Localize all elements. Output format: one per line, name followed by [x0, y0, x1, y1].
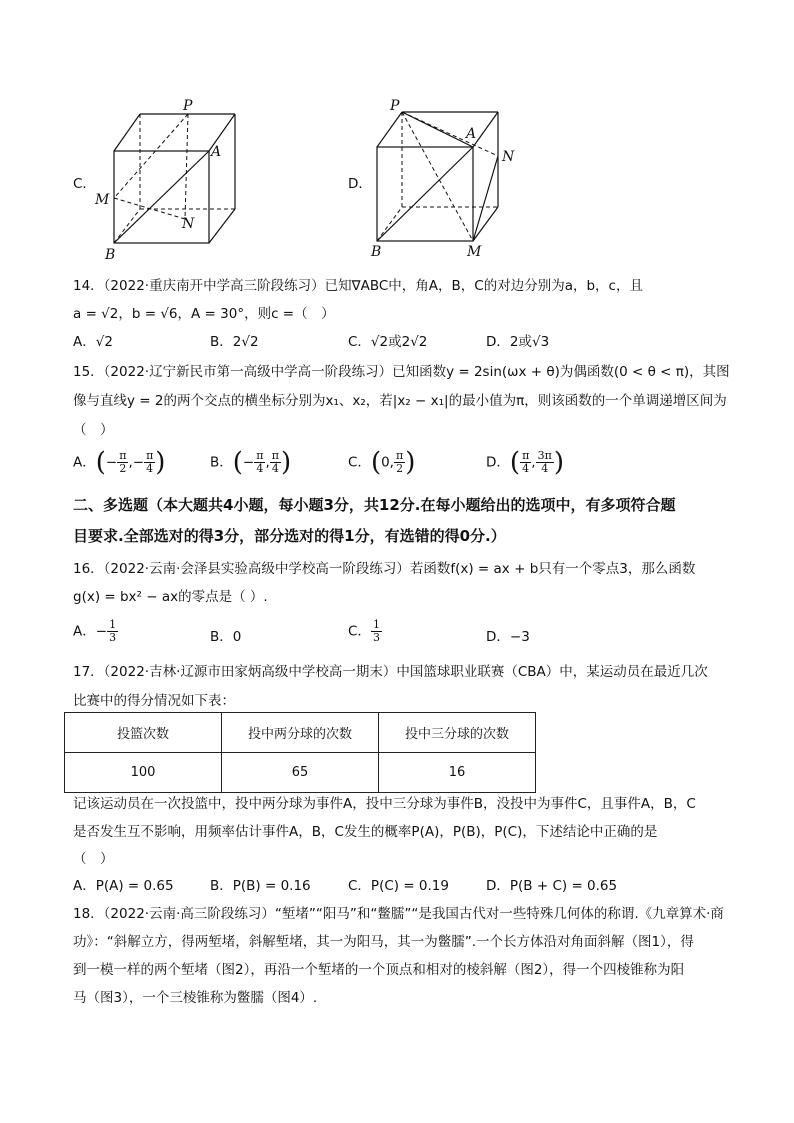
fig-c-label-b: B	[105, 247, 116, 263]
q16-option-d[interactable]: D．−3	[486, 629, 530, 645]
table-header-cell: 投篮次数	[65, 713, 222, 753]
q15-stem-line2: 像与直线y = 2的两个交点的横坐标分别为x₁、x₂，若|x₂ − x₁|的最小值为π，则该函数的一个单调递增区间为	[73, 393, 727, 409]
q17-stem-line3: 记该运动员在一次投篮中，投中两分球为事件A，投中三分球为事件B，没投中为事件C，且事件A，B，C	[73, 796, 696, 812]
q14-stem-line1: 14．（2022·重庆南开中学高三阶段练习）已知∇ABC中，角A，B，C的对边分别为a，b，c，且	[73, 278, 643, 294]
fig-d-label-m: M	[467, 244, 482, 260]
table-cell: 16	[379, 753, 536, 793]
q15-stem-line1: 15．（2022·辽宁新民市第一高级中学高一阶段练习）已知函数y = 2sin(ωx + θ)为偶函数(0 < θ < π)，其图	[73, 364, 730, 380]
table-cell: 65	[222, 753, 379, 793]
fig-c-label-a: A	[211, 144, 222, 160]
q14-option-c[interactable]: C．√2或2√2	[348, 334, 428, 350]
cube-figure-c	[92, 96, 252, 266]
section-2-heading-line1: 二、多选题（本大题共4小题，每小题3分，共12分.在每小题给出的选项中，有多项符合题	[73, 496, 676, 514]
table-header-cell: 投中三分球的次数	[379, 713, 536, 753]
table-cell: 100	[65, 753, 222, 793]
q16-option-b[interactable]: B．0	[210, 629, 242, 645]
fig-c-label-n: N	[182, 216, 195, 232]
q17-option-a[interactable]: A．P(A) = 0.65	[73, 878, 174, 894]
q14-stem-line2: a = √2，b = √6，A = 30°，则c =（ ）	[73, 306, 335, 322]
q18-stem-line4: 马（图3），一个三棱锥称为鳖臑（图4）.	[73, 990, 318, 1006]
q15-option-c-label: C．	[348, 454, 371, 471]
table-row	[65, 753, 536, 793]
q18-stem-line2: 功》：“斜解立方，得两堑堵，斜解堑堵，其一为阳马，其一为鳖臑”.一个长方体沿对角面斜解（图1），得	[73, 934, 694, 950]
q15-option-b[interactable]: B．(− $\frac{\pi}{4}$ , $\frac{\pi}{4}$ )	[210, 447, 292, 478]
q16-option-c[interactable]: C． $\frac{1}{3}$	[348, 618, 380, 644]
q17-stem-line5: （ ）	[73, 851, 114, 867]
q15-option-a[interactable]: A．(− $\frac{\pi}{2}$ ,− $\frac{\pi}{4}$ )	[73, 447, 166, 478]
q14-option-d[interactable]: D．2或√3	[486, 334, 550, 350]
q14-option-a[interactable]: A．√2	[73, 334, 113, 350]
q15-option-a-label: A．	[73, 454, 96, 471]
q17-option-c[interactable]: C．P(C) = 0.19	[348, 878, 449, 894]
q17-stem-line1: 17．（2022·吉林·辽源市田家炳高级中学校高一期末）中国篮球职业联赛（CBA）中，某运动员在最近几次	[73, 664, 708, 680]
table-header-row	[65, 713, 536, 753]
q15-option-d-label: D．	[486, 454, 510, 471]
q18-stem-line1: 18．（2022·云南·高三阶段练习）“堑堵”“阳马”和“鳖臑”“是我国古代对一些特殊几何体的称谓.《九章算术·商	[73, 906, 724, 922]
q17-stem-line2: 比赛中的得分情况如下表：	[73, 693, 235, 709]
fig-d-label-n: N	[502, 149, 515, 165]
q16-stem-line1: 16．（2022·云南·会泽县实验高级中学校高一阶段练习）若函数f(x) = ax + b只有一个零点3，那么函数	[73, 561, 696, 577]
q15-stem-line3: （ ）	[73, 422, 114, 438]
q15-option-c[interactable]: C．(0, $\frac{\pi}{2}$ )	[348, 447, 416, 478]
cube-figure-d	[365, 96, 535, 266]
q14-option-b[interactable]: B．2√2	[210, 334, 259, 350]
fig-c-label-p: P	[183, 98, 193, 114]
fig-d-label-p: P	[390, 98, 400, 114]
q17-option-d[interactable]: D．P(B + C) = 0.65	[486, 878, 618, 894]
fig-d-label-b: B	[371, 244, 382, 260]
section-2-heading-line2: 目要求.全部选对的得3分，部分选对的得1分，有选错的得0分.）	[73, 527, 506, 545]
q15-option-b-label: B．	[210, 454, 233, 471]
q13-option-d-label[interactable]: D．	[348, 176, 372, 192]
q18-stem-line3: 到一模一样的两个堑堵（图2），再沿一个堑堵的一个顶点和相对的棱斜解（图2），得一个四棱锥称为阳	[73, 962, 685, 978]
fig-c-label-m: M	[95, 192, 110, 208]
fig-d-label-a: A	[466, 126, 477, 142]
q17-stem-line4: 是否发生互不影响，用频率估计事件A，B，C发生的概率P(A)，P(B)，P(C)，下述结论中正确的是	[73, 824, 658, 840]
q16-option-a[interactable]: A．− $\frac{1}{3}$	[73, 618, 117, 644]
score-table	[64, 712, 536, 793]
q13-option-c-label[interactable]: C．	[73, 176, 96, 192]
q15-option-d[interactable]: D．( $\frac{\pi}{4}$ , $\frac{3\pi}{4}$ )	[486, 447, 564, 478]
table-header-cell: 投中两分球的次数	[222, 713, 379, 753]
q17-option-b[interactable]: B．P(B) = 0.16	[210, 878, 311, 894]
q16-stem-line2: g(x) = bx² − ax的零点是（ ）.	[73, 589, 268, 605]
